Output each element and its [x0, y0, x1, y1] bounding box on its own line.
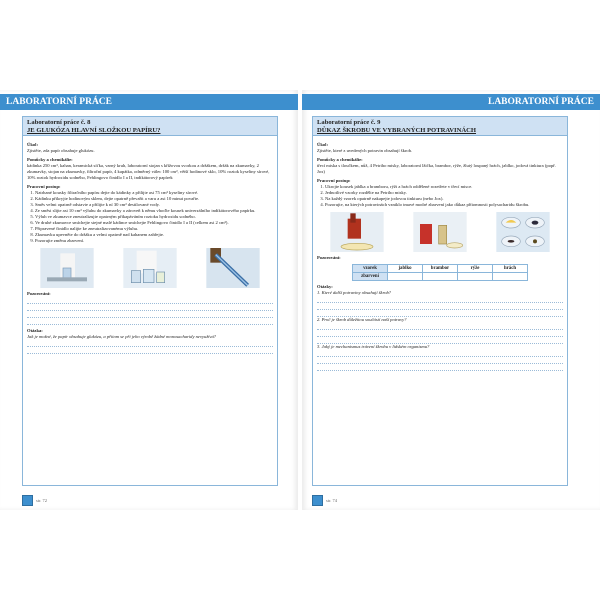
table-cell: jablko: [388, 265, 423, 273]
left-banner: LABORATORNÍ PRÁCE: [0, 94, 298, 110]
lab-9-box: [312, 116, 568, 486]
publisher-logo: [22, 495, 33, 506]
ukol-label: Úkol:: [27, 142, 38, 147]
lab-9-number: Laboratorní práce č. 9: [317, 119, 381, 126]
table-cell[interactable]: [388, 273, 423, 281]
left-page-number: str. 72: [36, 498, 48, 503]
answer-line[interactable]: [27, 311, 273, 318]
ukol-label: Úkol:: [317, 142, 328, 147]
ukol-text: Zjistěte, které z uvedených potravin obsahují škrob.: [317, 148, 413, 153]
right-page: [302, 90, 600, 510]
otazka-label: Otázka:: [27, 328, 43, 333]
left-page: [0, 90, 298, 510]
answer-line[interactable]: [317, 357, 563, 364]
table-cell[interactable]: [493, 273, 528, 281]
answer-line[interactable]: [27, 340, 273, 347]
table-cell: brambor: [423, 265, 458, 273]
pomucky-text: kádinka 250 cm³, kahan, keramická síťka, varný kruh, laboratorní stojan s křížovou svorkou a držákem, držák na zkumavky, 2 zkumavky, stojan na zkumavky, filtrační papír, 4 kapátka, odměrný válec 100 cm³, větší hodinové sklo, 10% roztok kyseliny sírové, 10% roztok hydroxidu sodného, Fehlingovo činidlo I a II, indikátorový papírek: [27, 163, 270, 180]
questions-block: [317, 290, 563, 371]
lab-9-content: [313, 136, 567, 374]
step-item: 8. Zkumavku upevněte do držáku a velmi opatrně nad kahanem zahřejte.: [35, 232, 273, 238]
question-item: 1. Které další potraviny obsahují škrob?: [317, 290, 392, 295]
step-item: 1. Ukrojte kousek jablka a bramboru, rýži a hrách oddělené rozetřete v třecí misce.: [325, 184, 563, 190]
otazka-text: Jak je možné, že papír obsahuje glukózu, a přitom se při jeho výrobě žádné monosacharidy nevyužívá?: [27, 334, 217, 339]
answer-line[interactable]: [317, 310, 563, 317]
lab-8-box: [22, 116, 278, 486]
observation-table: [352, 264, 528, 281]
lab-9-header: [313, 117, 567, 136]
lab-8-content: [23, 136, 277, 357]
step-item: 2. Kádinku přikryjte hodinovým sklem, dejte opatrně převařit a varu a asi 10 minut povařte.: [35, 196, 273, 202]
table-cell: hrách: [493, 265, 528, 273]
table-cell: zbarvení: [353, 273, 388, 281]
publisher-logo: [312, 495, 323, 506]
pomucky-text: třecí miska s tloučkem, nůž, 4 Petriho misky, laboratorní lžička, brambor, rýže, žlutý loupaný hrách, jablko, jodová tinktura (popř. Jox): [317, 163, 556, 174]
step-item: 9. Pozorujte změnu zbarvení.: [35, 238, 273, 244]
answer-line[interactable]: [317, 337, 563, 344]
table-cell[interactable]: [458, 273, 493, 281]
step-item: 5. Výluh ve zkumavce zneutralizujte opatrným přikapáváním roztoku hydroxidu sodného.: [35, 214, 273, 220]
answer-line[interactable]: [27, 304, 273, 311]
lab-8-photos: [27, 248, 273, 288]
lab-8-number: Laboratorní práce č. 8: [27, 119, 91, 126]
answer-line[interactable]: [317, 296, 563, 303]
book-spread: [0, 90, 600, 510]
otazky-label: Otázky:: [317, 284, 333, 289]
step-item: 3. Směs velmi opatrně odstavte a přilijte k ní 30 cm³ destilované vody.: [35, 202, 273, 208]
question-item: 2. Proč je škrob důležitou součástí naší potravy?: [317, 317, 407, 322]
photo-iodine-tincture: [317, 212, 397, 252]
left-footer: [22, 495, 47, 506]
table-cell[interactable]: [423, 273, 458, 281]
steps-list: [27, 190, 273, 244]
step-item: 7. Připravené činidlo nalijte ke zneutralizovanému výluhu.: [35, 226, 273, 232]
answer-line[interactable]: [317, 364, 563, 371]
lab-8-title: JE GLUKÓZA HLAVNÍ SLOŽKOU PAPÍRU?: [27, 127, 161, 134]
postup-label: Pracovní postup:: [27, 184, 61, 189]
answer-line[interactable]: [317, 350, 563, 357]
answer-line[interactable]: [27, 318, 273, 325]
answer-line[interactable]: [317, 303, 563, 310]
photo-petri-dishes: [483, 212, 563, 252]
photo-test-tube-heating: [193, 248, 273, 288]
photo-beaker-setup: [27, 248, 107, 288]
table-cell: vzorek: [353, 265, 388, 273]
table-cell: rýže: [458, 265, 493, 273]
answer-line[interactable]: [27, 297, 273, 304]
answer-line[interactable]: [317, 323, 563, 330]
question-item: 3. Jaký je mechanismus trávení škrobu v lidském organismu?: [317, 344, 430, 349]
postup-label: Pracovní postup:: [317, 178, 351, 183]
right-footer: [312, 495, 337, 506]
lab-9-title: DŮKAZ ŠKROBU VE VYBRANÝCH POTRAVINÁCH: [317, 127, 477, 134]
step-item: 1. Natrhané kousky filtračního papíru dejte do kádinky a přilijte asi 75 cm³ kyseliny sírové.: [35, 190, 273, 196]
step-item: 3. Na každý vzorek opatrně nakapejte jodovou tinkturu (nebo Jox).: [325, 196, 563, 202]
step-item: 2. Jednotlivé vzorky rozdělte na Petriho misky.: [325, 190, 563, 196]
steps-list: [317, 184, 563, 208]
answer-line[interactable]: [27, 347, 273, 354]
photo-food-samples: [400, 212, 480, 252]
step-item: 4. Ze směsi slijte asi 10 cm³ výluhu do zkumavky a zároveň k němu vhoďte kousek univerzálního indikátorového papírku.: [35, 208, 273, 214]
pozorovani-label: Pozorování:: [317, 255, 341, 260]
right-page-number: str. 74: [326, 498, 338, 503]
right-banner: LABORATORNÍ PRÁCE: [302, 94, 600, 110]
step-item: 6. Ve druhé zkumavce smíchejte stejné malé kádince smíchejte Fehlingovo činidlo I a II (celkem asi 2 cm³).: [35, 220, 273, 226]
lab-9-photos: [317, 212, 563, 252]
step-item: 4. Pozorujte, na kterých potravinách vzniklo tmavé modré zbarvení jako důkaz přítomnosti polysacharidu škrobu.: [325, 202, 563, 208]
lab-8-header: [23, 117, 277, 136]
table-row: [353, 273, 528, 281]
pozorovani-label: Pozorování:: [27, 291, 51, 296]
answer-line[interactable]: [317, 330, 563, 337]
table-row: [353, 265, 528, 273]
photo-beakers: [110, 248, 190, 288]
pomucky-label: Pomůcky a chemikálie:: [317, 157, 363, 162]
ukol-text: Zjistěte, zda papír obsahuje glukózu.: [27, 148, 95, 153]
pomucky-label: Pomůcky a chemikálie:: [27, 157, 73, 162]
